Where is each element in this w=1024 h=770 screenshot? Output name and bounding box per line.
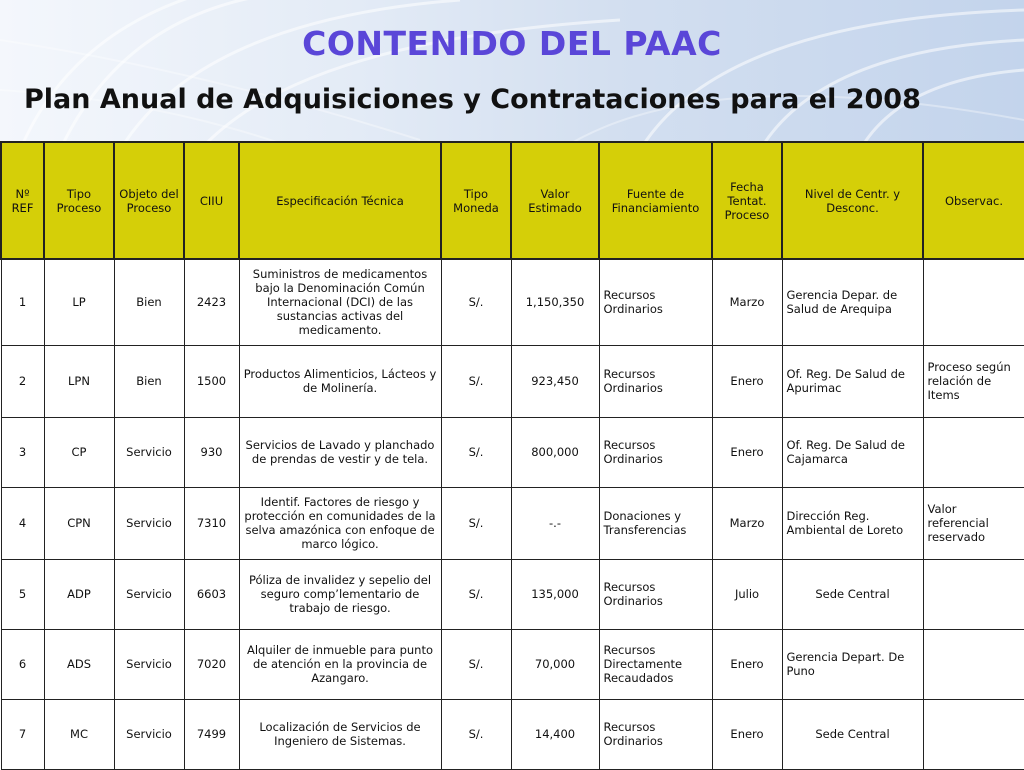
cell-especificacion: Localización de Servicios de Ingeniero de Sistemas.	[239, 699, 441, 769]
cell-tipo: LP	[44, 259, 114, 345]
cell-especificacion: Suministros de medicamentos bajo la Denominación Común Internacional (DCI) de las sustancias activas del medicamento.	[239, 259, 441, 345]
cell-ref: 3	[1, 417, 44, 487]
header-tipo-proceso: Tipo Proceso	[44, 142, 114, 259]
cell-objeto: Servicio	[114, 699, 184, 769]
decorative-arcs	[0, 0, 1024, 150]
cell-especificacion: Servicios de Lavado y planchado de prendas de vestir y de tela.	[239, 417, 441, 487]
cell-tipo: LPN	[44, 345, 114, 417]
cell-tipo: CPN	[44, 487, 114, 559]
page-subtitle: Plan Anual de Adquisiciones y Contrataciones para el 2008	[24, 84, 921, 115]
cell-ref: 4	[1, 487, 44, 559]
cell-fecha: Enero	[712, 629, 782, 699]
table-row	[1, 629, 1024, 699]
cell-tipo: MC	[44, 699, 114, 769]
cell-ciiu: 1500	[184, 345, 239, 417]
cell-fecha: Enero	[712, 417, 782, 487]
header-moneda: Tipo Moneda	[441, 142, 511, 259]
header-ciiu: CIIU	[184, 142, 239, 259]
cell-fecha: Marzo	[712, 259, 782, 345]
header-especificacion: Especificación Técnica	[239, 142, 441, 259]
cell-observ	[923, 417, 1024, 487]
cell-ciiu: 7020	[184, 629, 239, 699]
cell-observ	[923, 259, 1024, 345]
cell-objeto: Servicio	[114, 559, 184, 629]
cell-nivel: Sede Central	[782, 559, 923, 629]
cell-valor: 923,450	[511, 345, 599, 417]
header-fecha: Fecha Tentat. Proceso	[712, 142, 782, 259]
cell-nivel: Of. Reg. De Salud de Cajamarca	[782, 417, 923, 487]
table-row	[1, 345, 1024, 417]
cell-valor: 800,000	[511, 417, 599, 487]
cell-fuente: Donaciones y Transferencias	[599, 487, 712, 559]
cell-moneda: S/.	[441, 699, 511, 769]
cell-ref: 6	[1, 629, 44, 699]
cell-observ	[923, 629, 1024, 699]
cell-ciiu: 930	[184, 417, 239, 487]
table-row	[1, 699, 1024, 769]
cell-objeto: Servicio	[114, 487, 184, 559]
cell-nivel: Gerencia Depar. de Salud de Arequipa	[782, 259, 923, 345]
cell-valor: 14,400	[511, 699, 599, 769]
cell-tipo: CP	[44, 417, 114, 487]
cell-moneda: S/.	[441, 345, 511, 417]
cell-especificacion: Alquiler de inmueble para punto de atención en la provincia de Azangaro.	[239, 629, 441, 699]
cell-observ: Proceso según relación de Items	[923, 345, 1024, 417]
cell-especificacion: Identif. Factores de riesgo y protección en comunidades de la selva amazónica con enfoque de marco lógico.	[239, 487, 441, 559]
cell-objeto: Bien	[114, 345, 184, 417]
cell-ciiu: 2423	[184, 259, 239, 345]
cell-nivel: Of. Reg. De Salud de Apurimac	[782, 345, 923, 417]
cell-objeto: Servicio	[114, 417, 184, 487]
paac-table	[0, 141, 1024, 770]
cell-ciiu: 6603	[184, 559, 239, 629]
cell-valor: -.-	[511, 487, 599, 559]
cell-ciiu: 7499	[184, 699, 239, 769]
cell-moneda: S/.	[441, 629, 511, 699]
header-observ: Observac.	[923, 142, 1024, 259]
cell-moneda: S/.	[441, 487, 511, 559]
cell-especificacion: Póliza de invalidez y sepelio del seguro comp’lementario de trabajo de riesgo.	[239, 559, 441, 629]
cell-tipo: ADS	[44, 629, 114, 699]
cell-nivel: Gerencia Depart. De Puno	[782, 629, 923, 699]
cell-tipo: ADP	[44, 559, 114, 629]
cell-ciiu: 7310	[184, 487, 239, 559]
cell-fuente: Recursos Ordinarios	[599, 417, 712, 487]
header-ref: Nº REF	[1, 142, 44, 259]
cell-moneda: S/.	[441, 559, 511, 629]
table-row	[1, 417, 1024, 487]
cell-valor: 1,150,350	[511, 259, 599, 345]
cell-valor: 135,000	[511, 559, 599, 629]
header-background	[0, 0, 1024, 150]
cell-moneda: S/.	[441, 417, 511, 487]
cell-nivel: Dirección Reg. Ambiental de Loreto	[782, 487, 923, 559]
cell-fecha: Enero	[712, 345, 782, 417]
cell-moneda: S/.	[441, 259, 511, 345]
cell-fecha: Marzo	[712, 487, 782, 559]
cell-fecha: Julio	[712, 559, 782, 629]
table-row	[1, 559, 1024, 629]
cell-fuente: Recursos Ordinarios	[599, 699, 712, 769]
cell-fuente: Recursos Directamente Recaudados	[599, 629, 712, 699]
cell-fecha: Enero	[712, 699, 782, 769]
cell-fuente: Recursos Ordinarios	[599, 345, 712, 417]
table-row	[1, 259, 1024, 345]
cell-observ: Valor referencial reservado	[923, 487, 1024, 559]
cell-ref: 5	[1, 559, 44, 629]
cell-fuente: Recursos Ordinarios	[599, 259, 712, 345]
cell-ref: 1	[1, 259, 44, 345]
cell-valor: 70,000	[511, 629, 599, 699]
cell-objeto: Servicio	[114, 629, 184, 699]
page-title: CONTENIDO DEL PAAC	[302, 24, 722, 63]
cell-fuente: Recursos Ordinarios	[599, 559, 712, 629]
header-nivel: Nivel de Centr. y Desconc.	[782, 142, 923, 259]
cell-observ	[923, 559, 1024, 629]
table-row	[1, 487, 1024, 559]
header-valor: Valor Estimado	[511, 142, 599, 259]
cell-observ	[923, 699, 1024, 769]
cell-ref: 2	[1, 345, 44, 417]
table-header-row	[1, 142, 1024, 259]
header-fuente: Fuente de Financiamiento	[599, 142, 712, 259]
cell-objeto: Bien	[114, 259, 184, 345]
cell-especificacion: Productos Alimenticios, Lácteos y de Molinería.	[239, 345, 441, 417]
cell-nivel: Sede Central	[782, 699, 923, 769]
header-objeto: Objeto del Proceso	[114, 142, 184, 259]
cell-ref: 7	[1, 699, 44, 769]
